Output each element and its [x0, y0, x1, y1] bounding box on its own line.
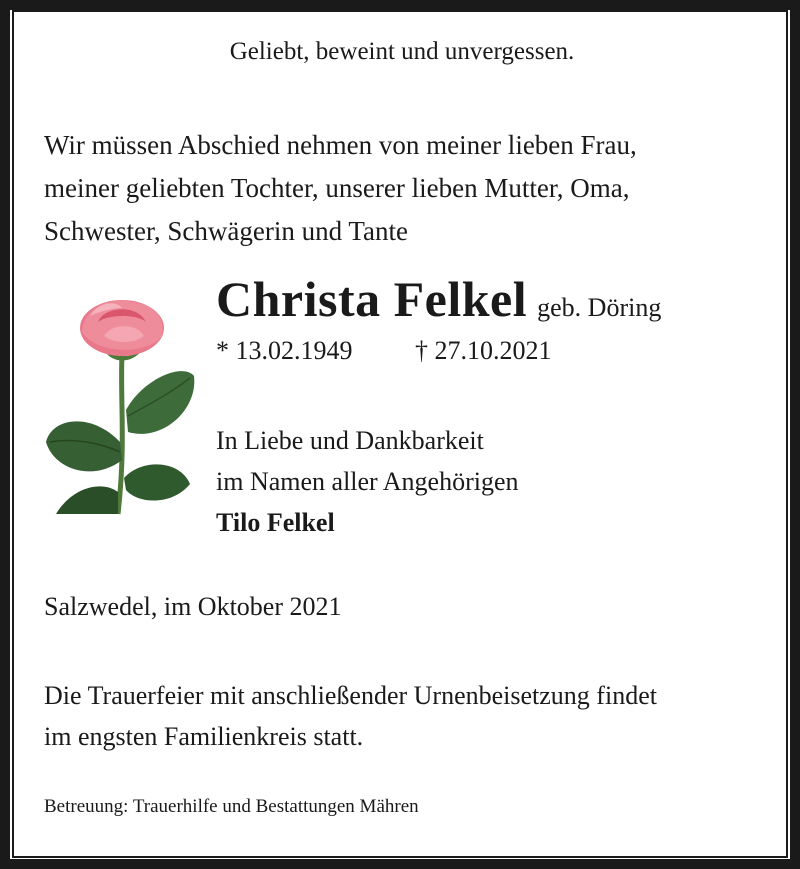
death-date: † 27.10.2021 — [415, 336, 552, 365]
funeral-line: im engsten Familienkreis statt. — [44, 722, 364, 751]
intro-line: meiner geliebten Tochter, unserer lieben Mutter, Oma, — [44, 173, 630, 203]
life-dates — [216, 336, 552, 366]
undertaker-credit: Betreuung: Trauerhilfe und Bestattungen Mähren — [44, 796, 419, 817]
place-date: Salzwedel, im Oktober 2021 — [44, 592, 342, 621]
birth-name: geb. Döring — [537, 293, 662, 322]
closing-block — [216, 420, 519, 543]
closing-line: im Namen aller Angehörigen — [216, 467, 519, 496]
intro-line: Wir müssen Abschied nehmen von meiner lieben Frau, — [44, 130, 637, 160]
funeral-line: Die Trauerfeier mit anschließender Urnenbeisetzung findet — [44, 681, 657, 710]
obituary-notice — [12, 10, 788, 858]
intro-text — [44, 124, 760, 253]
birth-date: * 13.02.1949 — [216, 336, 353, 365]
intro-line: Schwester, Schwägerin und Tante — [44, 216, 408, 246]
deceased-name: Christa Felkel — [216, 271, 528, 327]
rose-icon — [42, 292, 202, 517]
motto: Geliebt, beweint und unvergessen. — [229, 38, 575, 65]
funeral-info — [44, 675, 760, 757]
closing-line: In Liebe und Dankbarkeit — [216, 426, 484, 455]
signer-name: Tilo Felkel — [216, 508, 335, 537]
name-row — [216, 270, 661, 328]
